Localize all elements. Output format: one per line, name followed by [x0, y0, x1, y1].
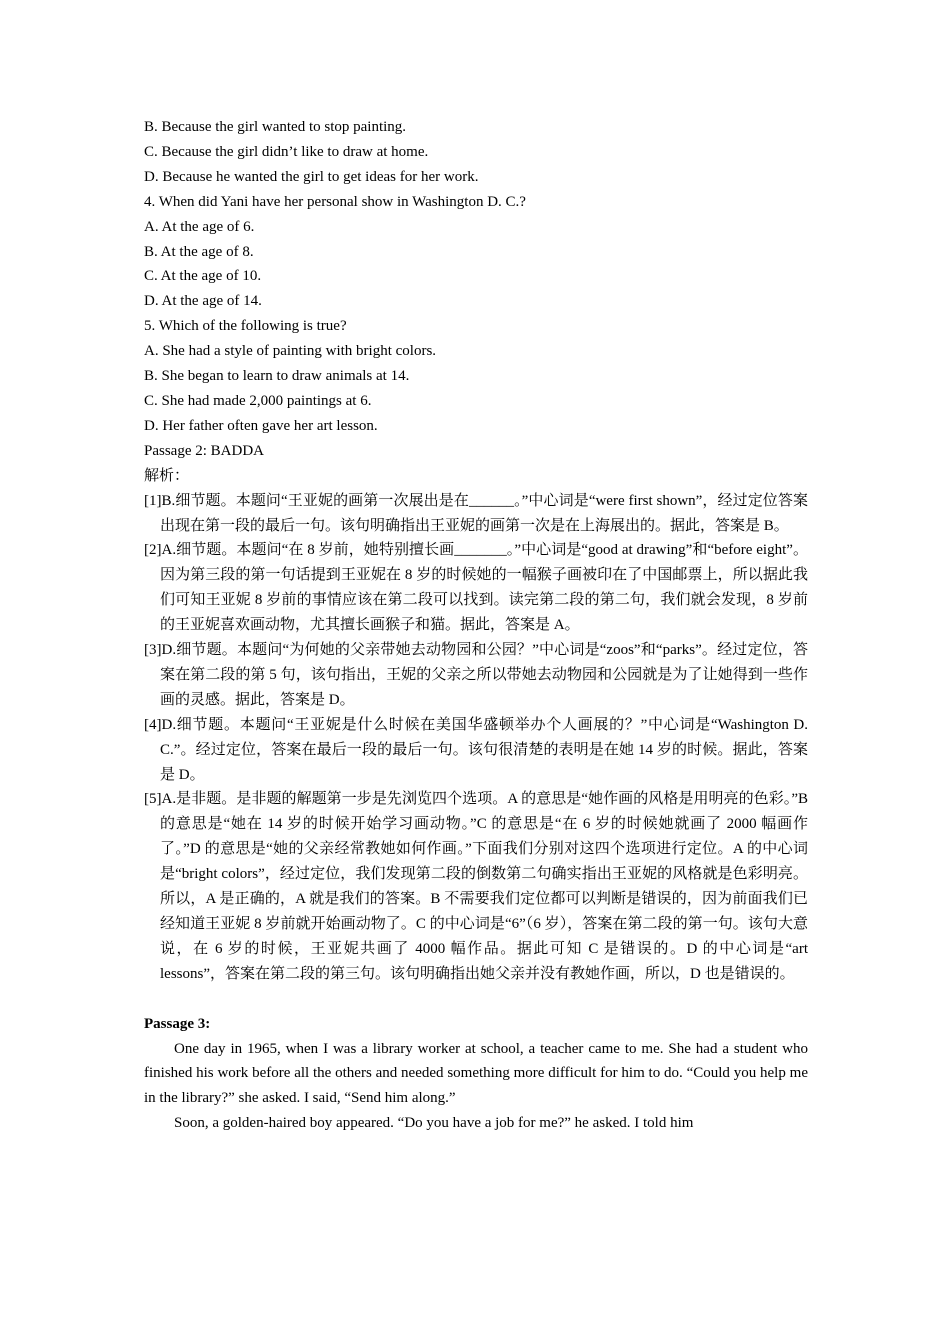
question-line: B. She began to learn to draw animals at 14. [144, 368, 410, 385]
question-line: 5. Which of the following is true? [144, 318, 347, 335]
question-line: C. At the age of 10. [144, 268, 262, 285]
question-line: C. Because the girl didn’t like to draw at home. [144, 143, 429, 160]
question-line: D. Her father often gave her art lesson. [144, 417, 378, 434]
question-line: A. At the age of 6. [144, 218, 255, 235]
passage-heading: Passage 3: [144, 1015, 211, 1032]
analysis-item: [5]A.是非题。是非题的解题第一步是先浏览四个选项。A 的意思是“她作画的风格是用明亮的色彩。”B 的意思是“她在 14 岁的时候开始学习画动物。”C 的意思是“在 6 岁的时候她就画了 2000 幅画作了。”D 的意思是“她的父亲经常教她如何作画。”下面我们分别对这四个选项进行定位。A 的中心词是“bright colors”，经过定位，我们发现第二段的倒数第二句确实指出王亚妮的风格就是色彩明亮。所以，A 是正确的，A 就是我们的答案。B 不需要我们定位都可以判断是错误的，因为前面我们已经知道王亚妮 8 岁前就开始画动物了。C 的中心词是“6”（6 岁），答案在第二段的第一句。该句大意说，在 6 岁的时候，王亚妮共画了 4000 幅作品。据此可知 C 是错误的。D 的中心词是“art lessons”，答案在第二段的第三句。该句明确指出她父亲并没有教她作画，所以，D 也是错误的。 [144, 791, 808, 982]
question-line: D. Because he wanted the girl to get ideas for her work. [144, 168, 479, 185]
passage-paragraph: One day in 1965, when I was a library worker at school, a teacher came to me. She had a student who finished his work before all the others and needed something more difficult for him to do. “Could you help me in the library?” she asked. I said, “Send him along.” [144, 1040, 808, 1107]
analysis-item: [2]A.细节题。本题问“在 8 岁前，她特别擅长画_______。”中心词是“good at drawing”和“before eight”。因为第三段的第一句话提到王亚妮在 8 岁的时候她的一幅猴子画被印在了中国邮票上，所以据此我们可知王亚妮 8 岁前的事情应该在第二段可以找到。读完第二段的第二句，我们就会发现，8 岁前的王亚妮喜欢画动物，尤其擅长画猴子和猫。据此，答案是 A。 [144, 542, 808, 634]
analysis-item: [3]D.细节题。本题问“为何她的父亲带她去动物园和公园？”中心词是“zoos”和“parks”。经过定位，答案在第二段的第 5 句，该句指出，王妮的父亲之所以带她去动物园和公园就是为了让她得到一些作画的灵感。据此，答案是 D。 [144, 642, 808, 708]
analysis-list [144, 489, 808, 987]
analysis-label: 解析： [144, 467, 190, 484]
question-line: B. At the age of 8. [144, 243, 254, 260]
analysis-item: [1]B.细节题。本题问“王亚妮的画第一次展出是在______。”中心词是“were first shown”，经过定位答案出现在第一段的最后一句。该句明确指出王亚妮的画第一次是在上海展出的。据此，答案是 B。 [144, 492, 808, 534]
question-line: A. She had a style of painting with bright colors. [144, 343, 437, 360]
question-options [144, 115, 808, 439]
answer-key: Passage 2: BADDA [144, 442, 264, 459]
question-line: B. Because the girl wanted to stop painting. [144, 119, 407, 135]
question-line: C. She had made 2,000 paintings at 6. [144, 392, 372, 409]
question-line: 4. When did Yani have her personal show in Washington D. C.? [144, 193, 526, 210]
document-page [144, 115, 808, 1136]
analysis-item: [4]D.细节题。本题问“王亚妮是什么时候在美国华盛顿举办个人画展的？”中心词是“Washington D. C.”。经过定位，答案在最后一段的最后一句。该句很清楚的表明是在她 14 岁的时候。据此，答案是 D。 [144, 716, 808, 783]
passage-paragraph: Soon, a golden-haired boy appeared. “Do you have a job for me?” he asked. I told him [174, 1115, 694, 1132]
question-line: D. At the age of 14. [144, 293, 262, 310]
